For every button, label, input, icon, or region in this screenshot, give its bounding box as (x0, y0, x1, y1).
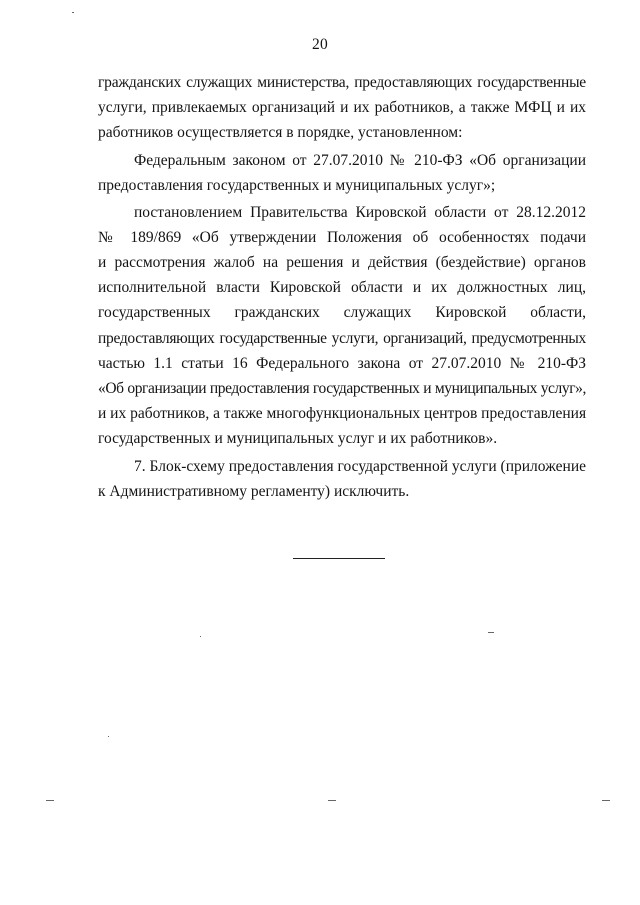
scan-speck (200, 636, 201, 637)
text-line: и их работников, а также многофункциональных центров предоставления (98, 405, 587, 422)
text-line: предоставляющих государственные услуги, организаций, предусмотренных (98, 330, 586, 347)
scan-speck (46, 800, 54, 801)
text-line: государственных и муниципальных услуг и их работников». (98, 430, 498, 447)
text-line: работников осуществляется в порядке, установленном: (98, 124, 463, 141)
text-line: № 189/869 «Об утверждении Положения об особенностях подачи (98, 229, 586, 246)
text-line: исполнительной власти Кировской области и их должностных лиц, (98, 279, 586, 296)
text-line: постановлением Правительства Кировской области от 28.12.2012 (134, 204, 586, 221)
text-line: и рассмотрения жалоб на решения и действия (бездействие) органов (98, 254, 586, 271)
text-line: услуги, привлекаемых организаций и их работников, а также МФЦ и их (98, 99, 586, 116)
scan-speck (488, 632, 494, 633)
scan-speck (328, 800, 336, 801)
closing-rule (293, 558, 385, 559)
text-line: Федеральным законом от 27.07.2010 № 210-ФЗ «Об организации (134, 152, 586, 169)
scan-speck (602, 800, 610, 801)
text-line: частью 1.1 статьи 16 Федерального закона от 27.07.2010 № 210-ФЗ (98, 355, 586, 372)
text-line: 7. Блок-схему предоставления государственной услуги (приложение (134, 458, 586, 475)
page-number: 20 (311, 36, 329, 53)
text-line: государственных гражданских служащих Кировской области, (98, 304, 586, 321)
text-line: предоставления государственных и муниципальных услуг»; (98, 177, 496, 194)
text-line: «Об организации предоставления государственных и муниципальных услуг», (98, 380, 586, 397)
scan-speck (72, 12, 74, 13)
scan-speck (108, 736, 109, 737)
text-line: к Административному регламенту) исключить. (98, 483, 410, 500)
text-line: гражданских служащих министерства, предоставляющих государственные (98, 74, 586, 91)
